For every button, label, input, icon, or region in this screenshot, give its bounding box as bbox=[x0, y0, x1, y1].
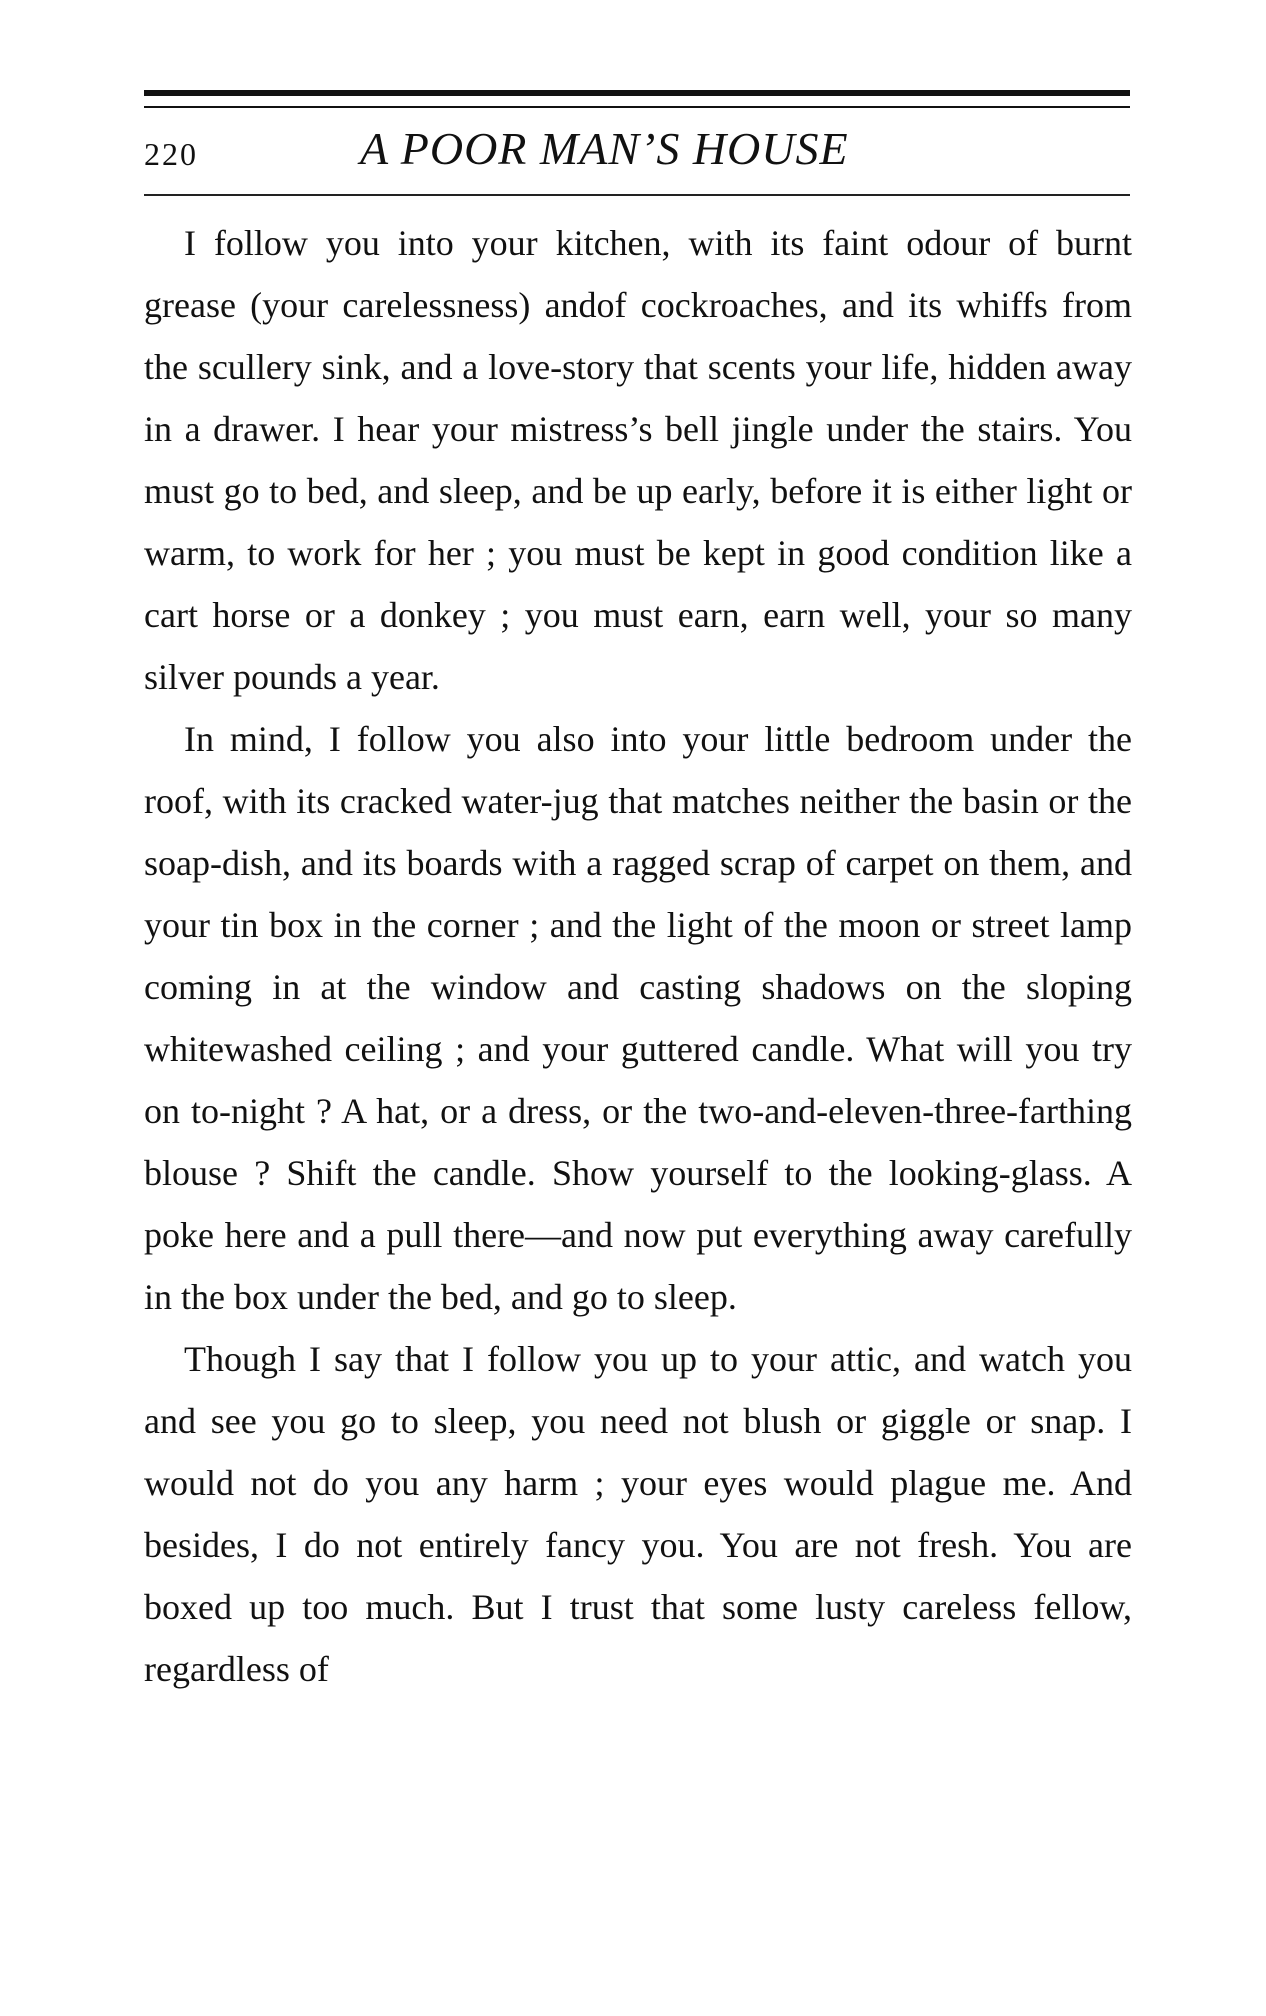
top-rule-thick bbox=[144, 90, 1130, 96]
header-rule bbox=[144, 194, 1130, 196]
body-text bbox=[144, 212, 1132, 1700]
paragraph-1: I follow you into your kitchen, with its faint odour of burnt grease (your carelessness) andof cockroaches, and its whiffs from the scullery sink, and a love-story that scents your life, hidden away in a drawer. I hear your mistress’s bell jingle under the stairs. You must go to bed, and sleep, and be up early, before it is either light or warm, to work for her ; you must be kept in good condition like a cart horse or a donkey ; you must earn, earn well, your so many silver pounds a year. bbox=[144, 223, 1132, 697]
page-number: 220 bbox=[144, 136, 198, 172]
page-header bbox=[144, 122, 1130, 184]
paragraph-3: Though I say that I follow you up to your attic, and watch you and see you go to sleep, you need not blush or giggle or snap. I would not do you any harm ; your eyes would plague me. And besides, I do not entirely fancy you. You are not fresh. You are boxed up too much. But I trust that some lusty careless fellow, regardless of bbox=[144, 1339, 1132, 1689]
top-rule-thin bbox=[144, 106, 1130, 108]
running-title: A POOR MAN’S HOUSE bbox=[360, 123, 849, 174]
paragraph-2: In mind, I follow you also into your little bedroom under the roof, with its cracked water-jug that matches neither the basin or the soap-dish, and its boards with a ragged scrap of carpet on them, and your tin box in the corner ; and the light of the moon or street lamp coming in at the window and casting shadows on the sloping whitewashed ceiling ; and your guttered candle. What will you try on to-night ? A hat, or a dress, or the two-and-eleven-three-farthing blouse ? Shift the candle. Show yourself to the looking-glass. A poke here and a pull there—and now put everything away carefully in the box under the bed, and go to sleep. bbox=[144, 719, 1132, 1317]
